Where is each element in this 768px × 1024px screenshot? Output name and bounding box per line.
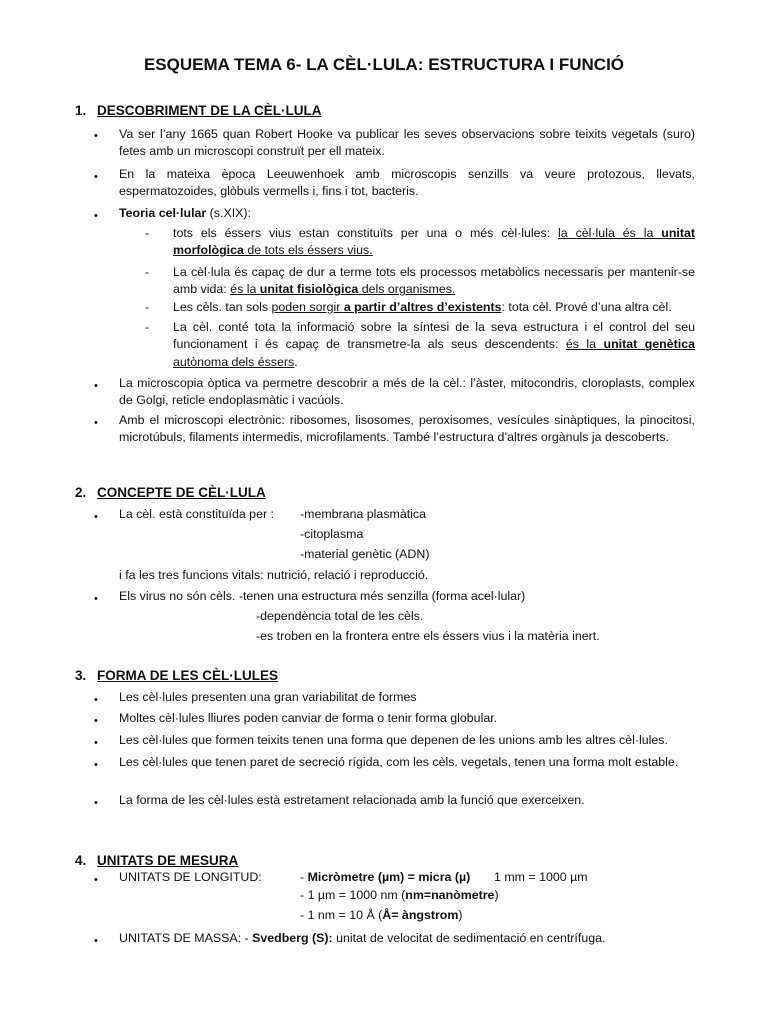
s3-bullet-2: Moltes cèl·lules lliures poden canviar de forma o tenir forma globular. <box>119 711 498 725</box>
section-1-number: 1. <box>75 103 87 118</box>
s1-dash-1: tots els éssers vius estan constituïts per una o més cèl·lules: la cèl·lula és la unitat morfològica de tots els éssers vius. <box>173 226 695 258</box>
s1-bullet-1: Va ser l’any 1665 quan Robert Hooke va publicar les seves observacions sobre teixits vegetals (suro) fetes amb un microscopi construït per ell mateix. <box>119 127 695 159</box>
bullet-icon: • <box>94 511 98 523</box>
bullet-icon: • <box>94 593 98 605</box>
s3-bullet-3: Les cèl·lules que formen teixits tenen una forma que depenen de les unions amb les altres cèl·lules. <box>119 733 668 747</box>
section-4-number: 4. <box>75 853 87 868</box>
s2-bullet-2: Els virus no són cèls. -tenen una estructura més senzilla (forma acel·lular) <box>119 589 526 603</box>
s1-bullet-5: Amb el microscopi electrònic: ribosomes, lisosomes, peroxisomes, vesícules sinàptiques, la pinocitosi, microtúbuls, filaments intermedis, microfilaments. També l’estructura d’altres orgànuls ja descoberts. <box>119 413 695 445</box>
s2-component-membrane: -membrana plasmàtica <box>300 507 427 521</box>
dash-marker: - <box>145 226 150 240</box>
s4-micrometre-line: - Micròmetre (µm) = micra (µ) <box>300 870 471 884</box>
bullet-icon: • <box>94 210 98 222</box>
s2-virus-dependence: -dependència total de les cèls. <box>256 609 424 623</box>
section-3-number: 3. <box>75 668 87 683</box>
s4-length-units-label: UNITATS DE LONGITUD: <box>119 870 262 884</box>
s3-bullet-5: La forma de les cèl·lules està estretament relacionada amb la funció que exerceixen. <box>119 793 585 807</box>
s4-mm-equivalence: 1 mm = 1000 µm <box>494 870 588 884</box>
bullet-icon: • <box>94 759 98 771</box>
s1-bullet-4: La microscopia òptica va permetre descobrir a més de la cèl.: l’àster, mitocondris, cloroplasts, complex de Golgi, reticle endoplasmàtic i vacúols. <box>119 376 695 408</box>
s3-bullet-1: Les cèl·lules presenten una gran variabilitat de formes <box>119 690 417 704</box>
section-4-title: UNITATS DE MESURA <box>97 853 239 868</box>
section-3-title: FORMA DE LES CÈL·LULES <box>97 668 278 683</box>
s2-virus-frontier: -es troben en la frontera entre els éssers vius i la matèria inert. <box>256 629 600 643</box>
bullet-icon: • <box>94 935 98 947</box>
section-2-title: CONCEPTE DE CÈL·LULA <box>97 485 266 500</box>
page-title: ESQUEMA TEMA 6- LA CÈL·LULA: ESTRUCTURA I FUNCIÓ <box>143 55 625 74</box>
section-1-title: DESCOBRIMENT DE LA CÈL·LULA <box>97 103 322 118</box>
bullet-icon: • <box>94 874 98 886</box>
bullet-icon: • <box>94 417 98 429</box>
s1-bullet-3: Teoria cel·lular (s.XIX): <box>119 206 251 220</box>
s4-angstrom-line: - 1 nm = 10 Å (Å= àngstrom) <box>300 908 463 922</box>
s1-dash-2: La cèl·lula és capaç de dur a terme tots els processos metabòlics necessaris per mantenir-se amb vida: és la unitat fisiològica dels organismes. <box>173 265 695 297</box>
s1-bullet-2: En la mateixa època Leeuwenhoek amb microscopis senzills va veure protozous, llevats, espermatozoides, glòbuls vermells i, fins i tot, bacteris. <box>119 167 695 199</box>
s2-bullet-1-label: La cèl. està constituïda per : <box>119 507 274 521</box>
s2-component-cytoplasm: -citoplasma <box>300 527 364 541</box>
s2-component-dna: -material genètic (ADN) <box>300 547 430 561</box>
dash-marker: - <box>145 320 150 334</box>
bullet-icon: • <box>94 130 98 142</box>
s3-bullet-4: Les cèl·lules que tenen paret de secreció rígida, com les cèls. vegetals, tenen una forma molt estable. <box>119 755 679 769</box>
s4-nanometre-line: - 1 µm = 1000 nm (nm=nanòmetre) <box>300 888 499 902</box>
bullet-icon: • <box>94 797 98 809</box>
section-2-number: 2. <box>75 485 87 500</box>
s1-dash-3: Les cèls. tan sols poden sorgir a partir d’altres d’existents: tota cèl. Prové d’una altra cèl. <box>173 300 672 314</box>
cell-theory-term: Teoria cel·lular <box>119 206 207 220</box>
s4-mass-units: UNITATS DE MASSA: - Svedberg (S): unitat de velocitat de sedimentació en centrífuga. <box>119 931 606 945</box>
bullet-icon: • <box>94 380 98 392</box>
dash-marker: - <box>145 300 150 314</box>
bullet-icon: • <box>94 171 98 183</box>
s2-vital-functions: i fa les tres funcions vitals: nutrició, relació i reproducció. <box>119 568 429 582</box>
bullet-icon: • <box>94 715 98 727</box>
bullet-icon: • <box>94 737 98 749</box>
s1-dash-4: La cèl. conté tota la informació sobre la síntesi de la seva estructura i el control del seu funcionament i és capaç de transmetre-la als seus descendents: és la unitat genètica autònoma dels éssers. <box>173 320 695 369</box>
dash-marker: - <box>145 265 150 279</box>
bullet-icon: • <box>94 694 98 706</box>
